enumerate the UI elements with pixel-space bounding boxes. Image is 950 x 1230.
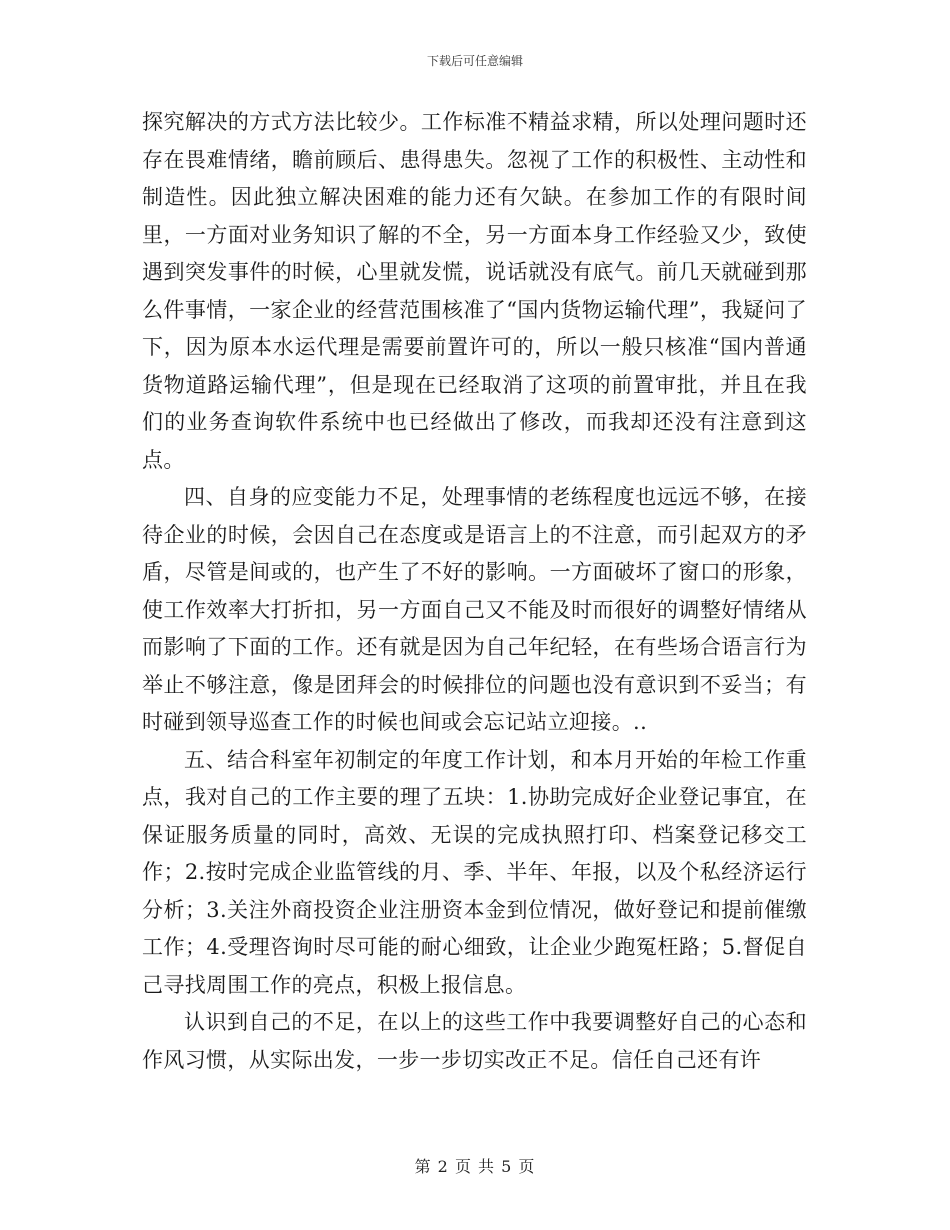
paragraph-conclusion: 认识到自己的不足，在以上的这些工作中我要调整好自己的心态和作风习惯，从实际出发，一步一步切实改正不足。信任自己还有许 <box>142 1010 807 1072</box>
document-body <box>142 104 807 1079</box>
paragraph-point-four: 四、自身的应变能力不足，处理事情的老练程度也远远不够，在接待企业的时候，会因自己在态度或是语言上的不注意，而引起双方的矛盾，尽管是间或的，也产生了不好的影响。一方面破坏了窗口的形象，使工作效率大打折扣，另一方面自己又不能及时而很好的调整好情绪从而影响了下面的工作。还有就是因为自己年纪轻，在有些场合语言行为举止不够注意，像是团拜会的时候排位的问题也没有意识到不妥当；有时碰到领导巡查工作的时候也间或会忘记站立迎接。.. <box>142 485 807 734</box>
paragraph-continued: 探究解决的方式方法比较少。工作标准不精益求精，所以处理问题时还存在畏难情绪，瞻前顾后、患得患失。忽视了工作的积极性、主动性和制造性。因此独立解决困难的能力还有欠缺。在参加工作的有限时间里，一方面对业务知识了解的不全，另一方面本身工作经验又少，致使遇到突发事件的时候，心里就发慌，说话就没有底气。前几天就碰到那么件事情，一家企业的经营范围核准了“国内货物运输代理”，我疑问了下，因为原本水运代理是需要前置许可的，所以一般只核准“国内普通货物道路运输代理”，但是现在已经取消了这项的前置审批，并且在我们的业务查询软件系统中也已经做出了修改，而我却还没有注意到这点。 <box>142 110 807 472</box>
paragraph-point-five: 五、结合科室年初制定的年度工作计划，和本月开始的年检工作重点，我对自己的工作主要的理了五块：1.协助完成好企业登记事宜，在保证服务质量的同时，高效、无误的完成执照打印、档案登记移交工作；2.按时完成企业监管线的月、季、半年、年报，以及个私经济运行分析；3.关注外商投资企业注册资本金到位情况，做好登记和提前催缴工作；4.受理咨询时尽可能的耐心细致，让企业少跑冤枉路；5.督促自己寻找周围工作的亮点，积极上报信息。 <box>142 747 807 997</box>
page-header-note: 下载后可任意编辑 <box>426 54 523 68</box>
page-number: 第 2 页 共 5 页 <box>414 1157 536 1176</box>
